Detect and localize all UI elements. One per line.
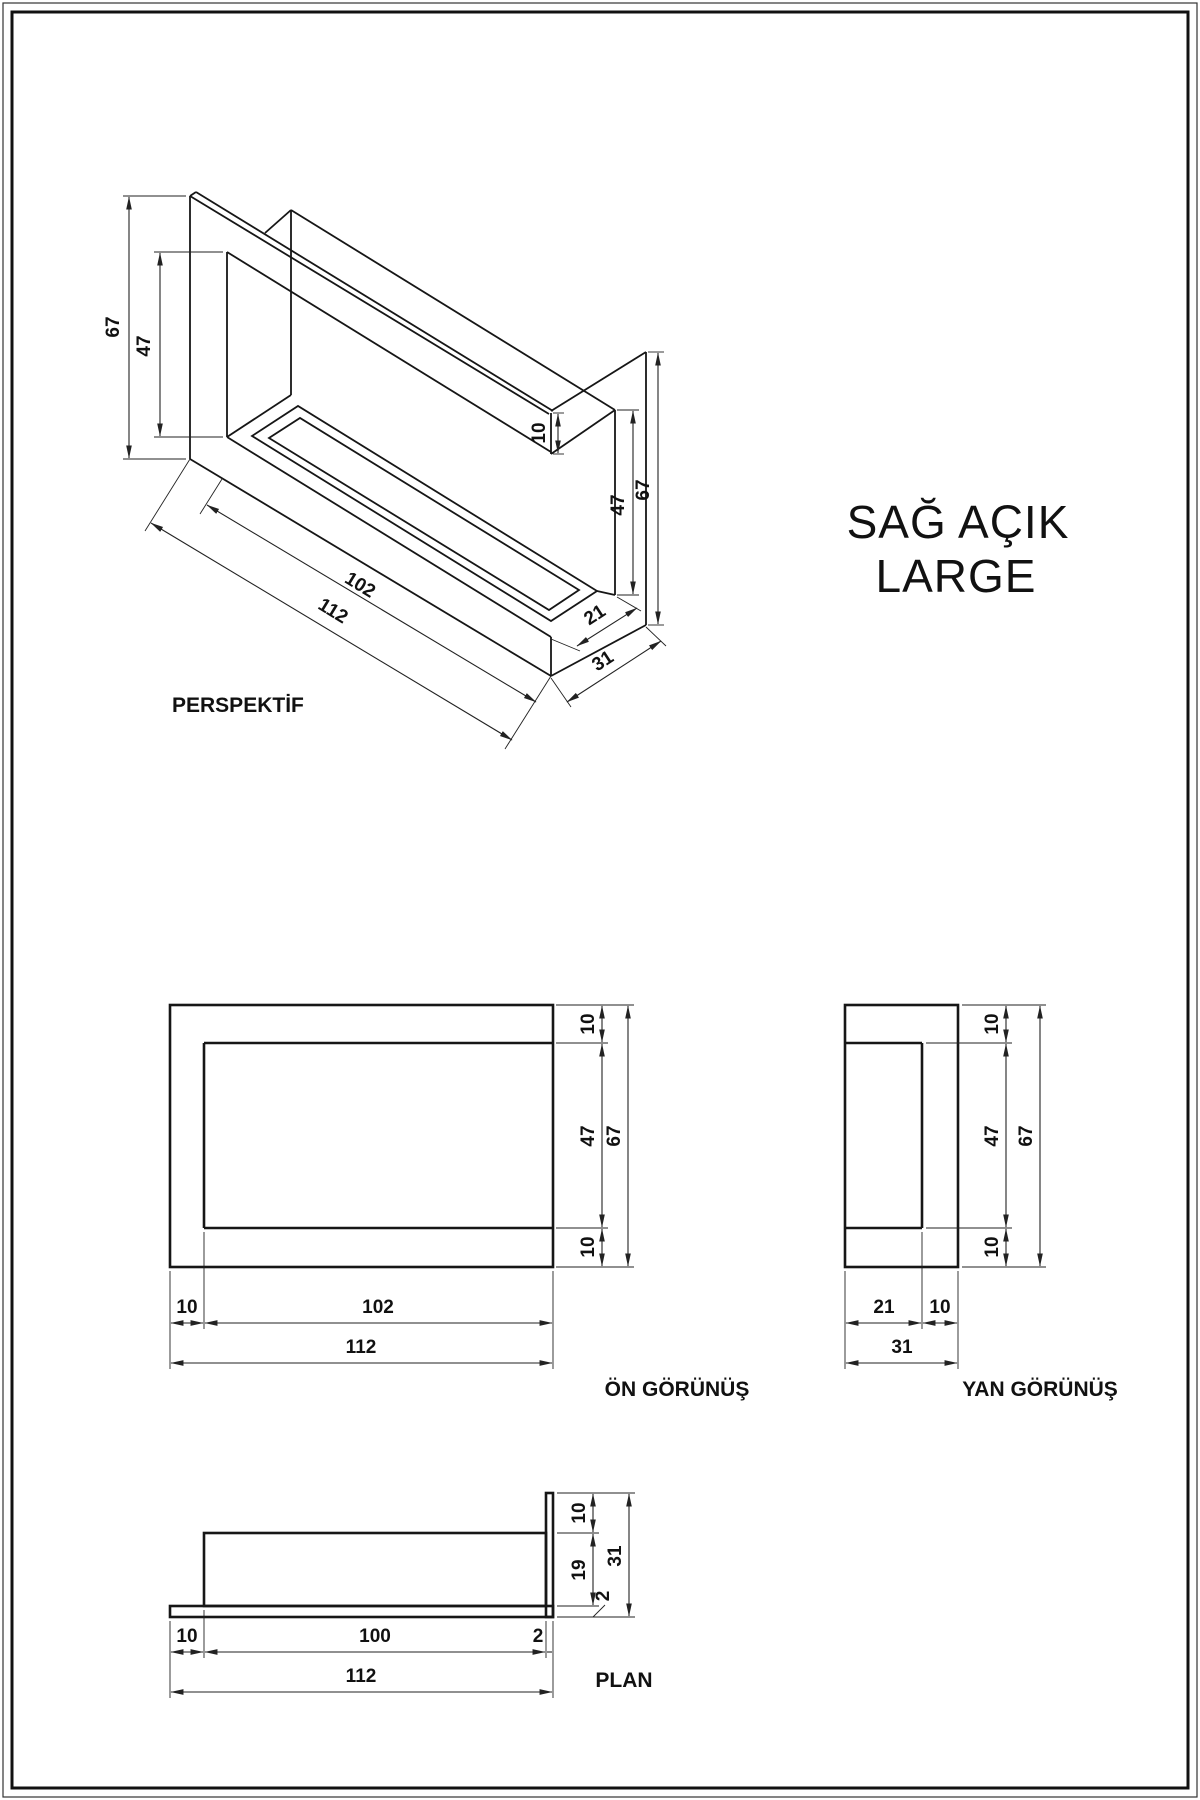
perspective-view-label: PERSPEKTİF: [172, 694, 304, 717]
object-line: [551, 410, 615, 454]
page-border: [3, 3, 1197, 1797]
dim-label: 31: [588, 646, 618, 676]
plan-base-sheet: [170, 1606, 553, 1617]
page-title: SAĞ AÇIK: [846, 496, 1070, 548]
slot-inner: [269, 418, 579, 610]
side-view: [845, 1005, 1118, 1401]
dim-label: 112: [345, 1337, 377, 1358]
dim-label: 47: [134, 335, 155, 357]
perspective-dimensions: [103, 196, 666, 749]
title-block: [847, 496, 1070, 602]
ext-line: [200, 479, 222, 514]
dim-line: [567, 641, 661, 702]
dim-label: 19: [569, 1559, 590, 1581]
dim-label: 112: [314, 594, 352, 629]
object-line: [551, 352, 646, 411]
ext-line: [617, 597, 641, 611]
leader-line: [593, 1605, 605, 1617]
dim-label: 67: [633, 479, 654, 501]
dim-label: 31: [605, 1545, 626, 1567]
object-line: [227, 252, 551, 452]
dim-label: 10: [529, 422, 550, 444]
dim-label: 21: [580, 600, 610, 630]
dim-label: 21: [873, 1297, 895, 1318]
ext-line: [551, 639, 580, 651]
dim-label: 10: [929, 1297, 951, 1318]
dim-label: 2: [532, 1626, 544, 1647]
side-dimensions: [845, 1005, 1046, 1369]
dim-label: 47: [578, 1125, 599, 1147]
dim-label: 10: [578, 1013, 599, 1035]
perspective-view: [103, 192, 666, 749]
plan-view: [170, 1493, 653, 1698]
outer-border: [3, 3, 1197, 1797]
object-line: [190, 192, 196, 196]
dim-label: 10: [176, 1297, 198, 1318]
dim-label: 67: [103, 316, 124, 338]
dim-label: 112: [345, 1666, 377, 1687]
ext-line: [145, 459, 190, 531]
dim-label: 67: [1016, 1125, 1037, 1147]
object-line: [227, 437, 551, 637]
plan-right-wall: [546, 1493, 553, 1617]
plan-view-label: PLAN: [595, 1669, 653, 1692]
object-line: [597, 591, 615, 595]
front-dimensions: [170, 1005, 634, 1369]
object-line: [196, 192, 553, 411]
ext-line: [646, 627, 666, 646]
dim-label: 2: [593, 1590, 614, 1602]
dim-label: 102: [362, 1297, 394, 1318]
dim-label: 67: [604, 1125, 625, 1147]
dim-label: 10: [982, 1236, 1003, 1258]
inner-border: [12, 12, 1188, 1788]
plan-tray-box: [204, 1533, 546, 1606]
dim-label: 100: [359, 1626, 391, 1647]
object-line: [190, 459, 551, 676]
front-view: [170, 1005, 749, 1401]
dim-label: 47: [982, 1125, 1003, 1147]
dim-label: 10: [176, 1626, 198, 1647]
object-line: [291, 210, 615, 410]
dim-line: [207, 505, 536, 702]
perspective-object-lines: [190, 192, 646, 676]
dim-label: 47: [608, 494, 629, 516]
ext-line: [551, 678, 571, 707]
dim-label: 10: [569, 1502, 590, 1524]
plan-dimensions: [170, 1493, 635, 1698]
dim-label: 31: [891, 1337, 913, 1358]
object-line: [190, 196, 549, 414]
front-view-label: ÖN GÖRÜNÜŞ: [604, 1378, 750, 1401]
dim-label: 10: [578, 1236, 599, 1258]
side-view-label: YAN GÖRÜNÜŞ: [962, 1378, 1118, 1401]
dim-label: 102: [340, 568, 379, 603]
object-line: [265, 210, 291, 233]
dim-label: 10: [982, 1013, 1003, 1035]
page-subtitle: LARGE: [875, 550, 1037, 602]
